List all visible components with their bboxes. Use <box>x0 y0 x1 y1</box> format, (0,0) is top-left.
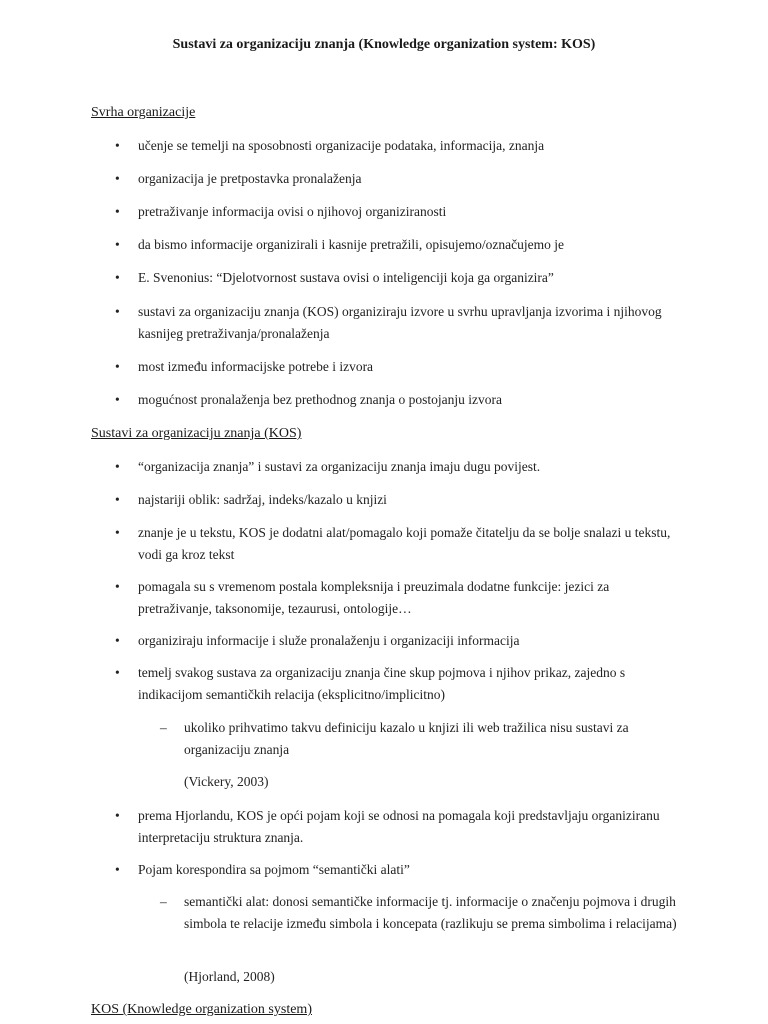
bullet-marker: • <box>115 862 120 877</box>
list-item-text: znanje je u tekstu, KOS je dodatni alat/pomagalo koji pomaže čitatelju da se bolje snalazi u tekstu, vodi ga kroz tekst <box>138 525 671 562</box>
list-item-text: organizacija je pretpostavka pronalaženja <box>138 171 362 186</box>
sub-list-item-text: semantički alat: donosi semantičke informacije tj. informacije o značenju pojmova i drugih simbola te relacije između simbola i koncepata (razlikuju se prema simbolima i relacijama) <box>184 894 677 931</box>
bullet-marker: • <box>115 665 120 680</box>
list-item-text: prema Hjorlandu, KOS je opći pojam koji se odnosi na pomagala koji predstavljaju organiziranu interpretaciju struktura znanja. <box>138 808 660 845</box>
list-item-text: učenje se temelji na sposobnosti organizacije podataka, informacija, znanja <box>138 138 545 153</box>
list-item-text: organiziraju informacije i služe pronalaženju i organizaciji informacija <box>138 633 520 648</box>
list-item-text: mogućnost pronalaženja bez prethodnog znanja o postojanju izvora <box>138 392 503 407</box>
citation: (Vickery, 2003) <box>184 774 269 789</box>
bullet-marker: • <box>115 525 120 540</box>
section-heading-kos-system: KOS (Knowledge organization system) <box>91 1002 312 1017</box>
document-title: Sustavi za organizaciju znanja (Knowledge organization system: KOS) <box>172 37 596 52</box>
dash-marker: – <box>160 720 167 735</box>
sub-list-item-text: ukoliko prihvatimo takvu definiciju kazalo u knjizi ili web tražilica nisu sustavi za organizaciju znanja <box>184 720 629 757</box>
bullet-marker: • <box>115 237 120 252</box>
list-item-text: temelj svakog sustava za organizaciju znanja čine skup pojmova i njihov prikaz, zajedno s indikacijom semantičkih relacija (eksplicitno/implicitno) <box>138 665 626 702</box>
bullet-marker: • <box>115 270 120 285</box>
bullet-marker: • <box>115 138 120 153</box>
bullet-marker: • <box>115 633 120 648</box>
bullet-marker: • <box>115 204 120 219</box>
bullet-marker: • <box>115 171 120 186</box>
bullet-marker: • <box>115 579 120 594</box>
bullet-marker: • <box>115 359 120 374</box>
bullet-marker: • <box>115 459 120 474</box>
list-item-text: sustavi za organizaciju znanja (KOS) organiziraju izvore u svrhu upravljanja izvorima i njihovog kasnijeg pretraživanja/pronalaženja <box>138 304 662 341</box>
section-heading-kos: Sustavi za organizaciju znanja (KOS) <box>91 426 302 441</box>
section-heading-svrha: Svrha organizacije <box>91 105 196 120</box>
bullet-marker: • <box>115 492 120 507</box>
dash-marker: – <box>160 894 167 909</box>
list-item-text: pretraživanje informacija ovisi o njihovoj organiziranosti <box>138 204 447 219</box>
bullet-marker: • <box>115 392 120 407</box>
list-item-text: pomagala su s vremenom postala kompleksnija i preuzimala dodatne funkcije: jezici za pretraživanje, taksonomije, tezaurusi, ontologije… <box>138 579 610 616</box>
list-item-text: E. Svenonius: “Djelotvornost sustava ovisi o inteligenciji koja ga organizira” <box>138 270 554 285</box>
list-item-text: da bismo informacije organizirali i kasnije pretražili, opisujemo/označujemo je <box>138 237 564 252</box>
bullet-marker: • <box>115 304 120 319</box>
citation: (Hjorland, 2008) <box>184 969 275 984</box>
list-item-text: “organizacija znanja” i sustavi za organizaciju znanja imaju dugu povijest. <box>138 459 541 474</box>
bullet-marker: • <box>115 808 120 823</box>
list-item-text: Pojam korespondira sa pojmom “semantički alati” <box>138 862 410 877</box>
list-item-text: najstariji oblik: sadržaj, indeks/kazalo u knjizi <box>138 492 387 507</box>
list-item-text: most između informacijske potrebe i izvora <box>138 359 374 374</box>
